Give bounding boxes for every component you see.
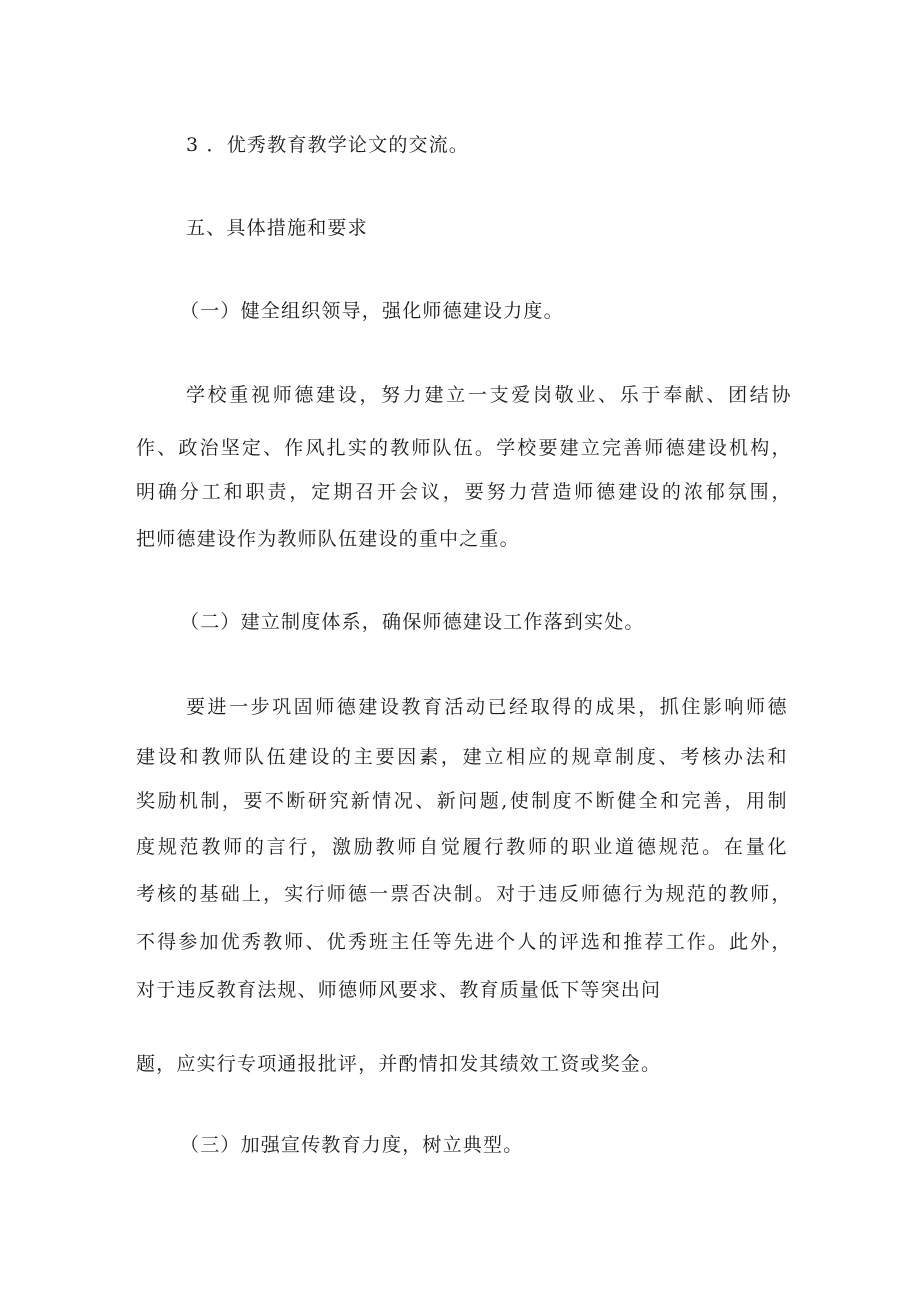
- paragraph-line: 考核的基础上，实行师德一票否决制。对于违反师德行为规范的教师，: [136, 883, 791, 905]
- paragraph-line: 题，应实行专项通报批评，并酌情扣发其绩效工资或奖金。: [136, 1053, 662, 1075]
- section-5-heading: 五、具体措施和要求: [186, 217, 368, 239]
- paragraph-line: 明确分工和职责，定期召开会议，要努力营造师德建设的浓郁氛围，: [136, 481, 791, 503]
- paragraph-line: 作、政治坚定、作风扎实的教师队伍。学校要建立完善师德建设机构，: [136, 437, 791, 459]
- item-3: 3 ．优秀教育教学论文的交流。: [186, 134, 470, 156]
- subsection-3-heading: （三）加强宣传教育力度，树立典型。: [180, 1134, 524, 1156]
- paragraph-line: 度规范教师的言行，激励教师自觉履行教师的职业道德规范。在量化: [136, 836, 787, 858]
- paragraph-line: 不得参加优秀教师、优秀班主任等先进个人的评选和推荐工作。此外，: [136, 931, 791, 953]
- subsection-2-heading: （二）建立制度体系，确保师德建设工作落到实处。: [180, 611, 645, 633]
- paragraph-line: 建设和教师队伍建设的主要因素，建立相应的规章制度、考核办法和: [136, 746, 787, 768]
- paragraph-line: 对于违反教育法规、师德师风要求、教育质量低下等突出问: [136, 979, 662, 1001]
- subsection-1-heading: （一）健全组织领导，强化师德建设力度。: [180, 300, 564, 322]
- paragraph-line: 把师德建设作为教师队伍建设的重中之重。: [136, 528, 520, 550]
- paragraph-line: 要进一步巩固师德建设教育活动已经取得的成果，抓住影响师德: [186, 696, 787, 718]
- paragraph-line: 学校重视师德建设，努力建立一支爱岗敬业、乐于奉献、团结协: [186, 384, 791, 406]
- paragraph-line: 奖励机制，要不断研究新情况、新问题,使制度不断健全和完善，用制: [136, 790, 787, 812]
